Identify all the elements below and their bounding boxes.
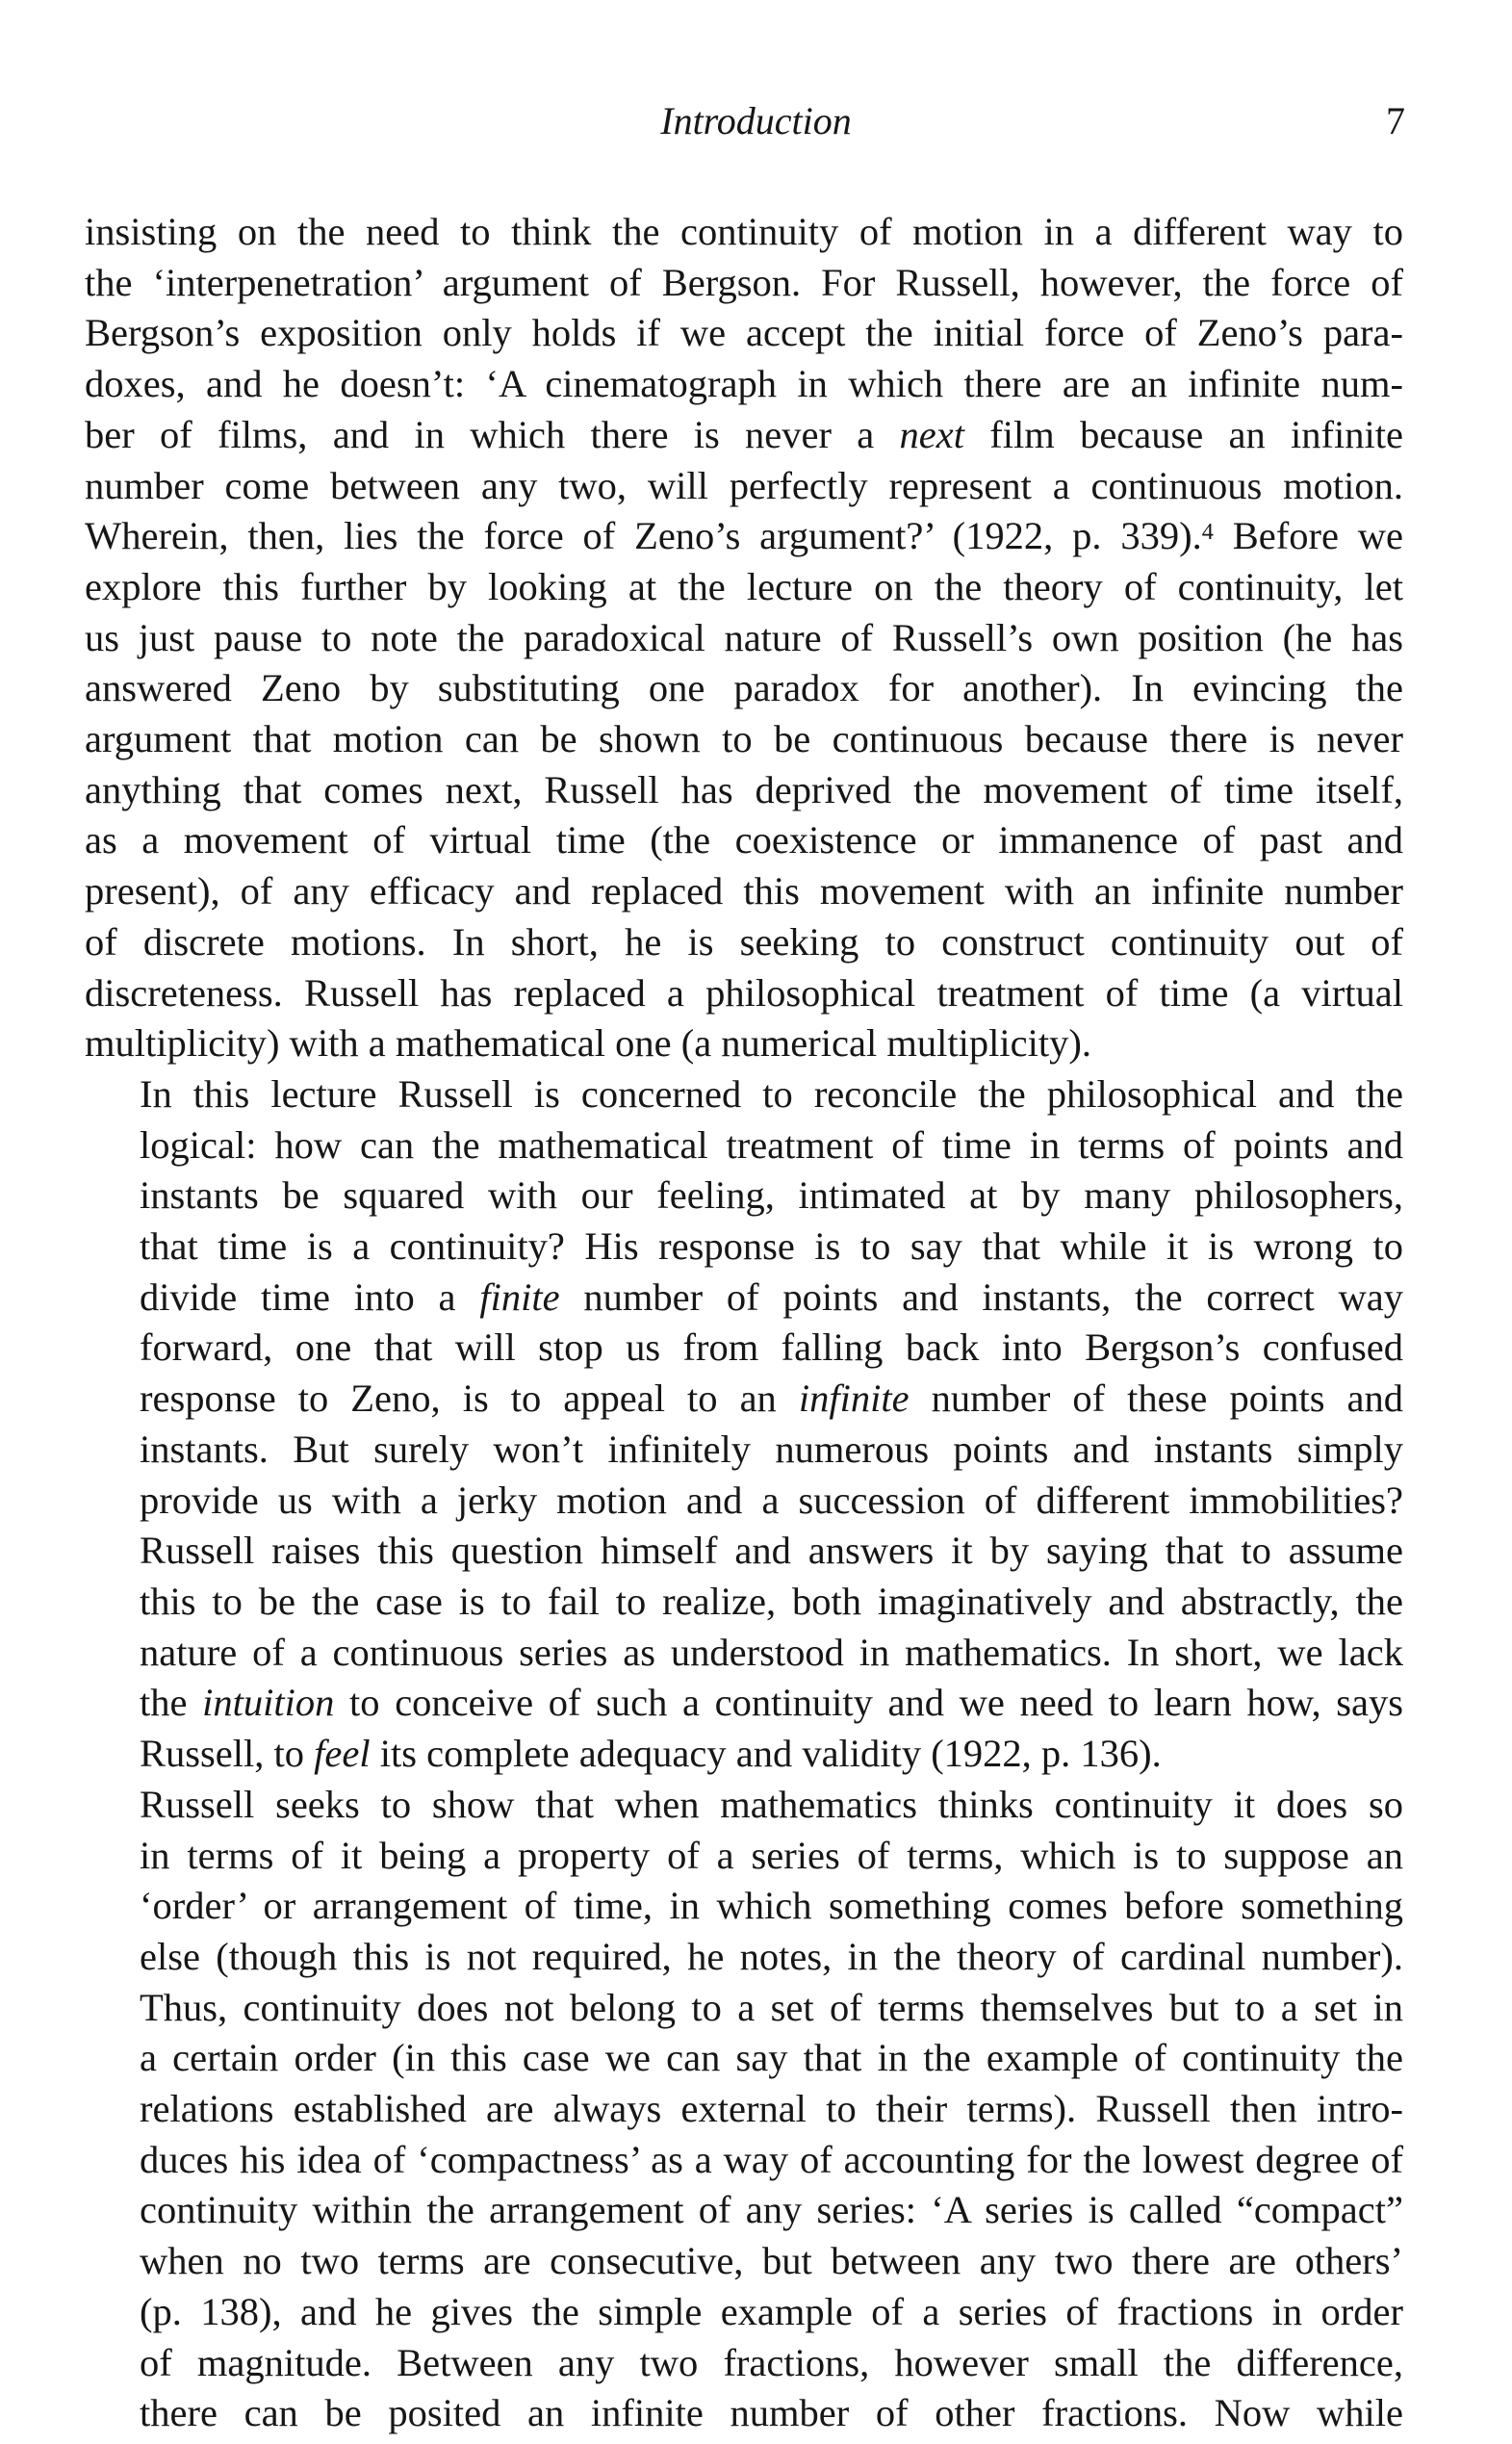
text-line: divide time into a finite number of points and instants, the correct way — [140, 1274, 1403, 1319]
text-line: ‘order’ or arrangement of time, in which something comes before something — [140, 1884, 1403, 1928]
text-line: instants. But surely won’t infinitely numerous points and instants simply — [140, 1427, 1403, 1471]
text-line: multiplicity) with a mathematical one (a numerical multiplicity). — [85, 1021, 1091, 1066]
text-line: instants be squared with our feeling, intimated at by many philosophers, — [140, 1173, 1403, 1218]
italic-term: feel — [314, 1732, 371, 1776]
italic-term: intuition — [202, 1681, 335, 1725]
italic-term: finite — [479, 1274, 560, 1319]
text-line: continuity within the arrangement of any series: ‘A series is called “compact” — [140, 2188, 1403, 2232]
text-line: In this lecture Russell is concerned to reconcile the philosophical and the — [140, 1071, 1403, 1116]
text-line: response to Zeno, is to appeal to an infinite number of these points and — [140, 1376, 1403, 1421]
text-line: insisting on the need to think the continuity of motion in a different way to — [85, 210, 1403, 253]
text-line: Russell raises this question himself and answers it by saying that to assume — [140, 1529, 1403, 1573]
text-line: provide us with a jerky motion and a succession of different immobilities? — [140, 1478, 1403, 1522]
text-line: forward, one that will stop us from falling back into Bergson’s confused — [140, 1325, 1403, 1370]
page-number: 7 — [1386, 99, 1405, 142]
text-line: a certain order (in this case we can say that in the example of continuity the — [140, 2036, 1403, 2080]
text-line: of magnitude. Between any two fractions, however small the difference, — [140, 2340, 1403, 2384]
text-line: else (though this is not required, he notes, in the theory of cardinal number). — [140, 1934, 1403, 1978]
text-line: relations established are always external to their terms). Russell then intro- — [140, 2087, 1403, 2131]
text-line: that time is a continuity? His response is to say that while it is wrong to — [140, 1224, 1403, 1269]
text-line: when no two terms are consecutive, but between any two there are others’ — [140, 2239, 1403, 2283]
text-line: Russell seeks to show that when mathematics thinks continuity it does so — [140, 1782, 1403, 1826]
text-line: as a movement of virtual time (the coexistence or immanence of past and — [85, 818, 1403, 862]
text-line: nature of a continuous series as understood in mathematics. In short, we lack — [140, 1630, 1403, 1674]
body-text — [85, 207, 1403, 2439]
text-line: of discrete motions. In short, he is seeking to construct continuity out of — [85, 919, 1403, 964]
text-line: Bergson’s exposition only holds if we accept the initial force of Zeno’s para- — [85, 311, 1403, 355]
italic-term: next — [899, 412, 964, 456]
text-line: there can be posited an infinite number of other fractions. Now while — [140, 2391, 1403, 2435]
text-line: ber of films, and in which there is never a next film because an infinite — [85, 412, 1404, 456]
text-line: this to be the case is to fail to realize, both imaginatively and abstractly, the — [140, 1579, 1403, 1623]
text-line: discreteness. Russell has replaced a philosophical treatment of time (a virtual — [85, 970, 1403, 1015]
text-line: Russell, to feel its complete adequacy and validity (1922, p. 136). — [140, 1732, 1162, 1776]
text-line: doxes, and he doesn’t: ‘A cinematograph in which there are an infinite num- — [85, 362, 1403, 406]
paragraph-1 — [85, 207, 1403, 1069]
paragraph-2 — [85, 1069, 1403, 1780]
text-line: explore this further by looking at the lecture on the theory of continuity, let — [85, 564, 1403, 608]
text-line: the ‘interpenetration’ argument of Bergson. For Russell, however, the force of — [85, 260, 1403, 304]
text-line: anything that comes next, Russell has deprived the movement of time itself, — [85, 767, 1403, 811]
running-title: Introduction — [660, 99, 852, 142]
text-line: number come between any two, will perfectly represent a continuous motion. — [85, 463, 1403, 507]
text-line: us just pause to note the paradoxical nature of Russell’s own position (he has — [85, 615, 1403, 659]
italic-term: infinite — [798, 1376, 910, 1421]
text-line: in terms of it being a property of a series of terms, which is to suppose an — [140, 1833, 1403, 1877]
text-line: the intuition to conceive of such a continuity and we need to learn how, says — [140, 1681, 1403, 1725]
text-line: present), of any efficacy and replaced this movement with an infinite number — [85, 869, 1403, 913]
footnote-marker[interactable]: 4 — [1201, 519, 1214, 546]
text-line: answered Zeno by substituting one paradox for another). In evincing the — [85, 666, 1403, 710]
text-line: (p. 138), and he gives the simple example of a series of fractions in order — [140, 2289, 1403, 2333]
paragraph-3 — [85, 1780, 1403, 2439]
text-line: Thus, continuity does not belong to a set of terms themselves but to a set in — [140, 1985, 1403, 2029]
text-line: Wherein, then, lies the force of Zeno’s argument?’ (1922, p. 339).$^4$ Before we — [85, 514, 1403, 558]
text-line: argument that motion can be shown to be continuous because there is never — [85, 717, 1403, 761]
text-line: logical: how can the mathematical treatment of time in terms of points and — [140, 1122, 1403, 1167]
text-line: duces his idea of ‘compactness’ as a way of accounting for the lowest degree of — [140, 2137, 1403, 2181]
running-head — [0, 92, 1512, 150]
